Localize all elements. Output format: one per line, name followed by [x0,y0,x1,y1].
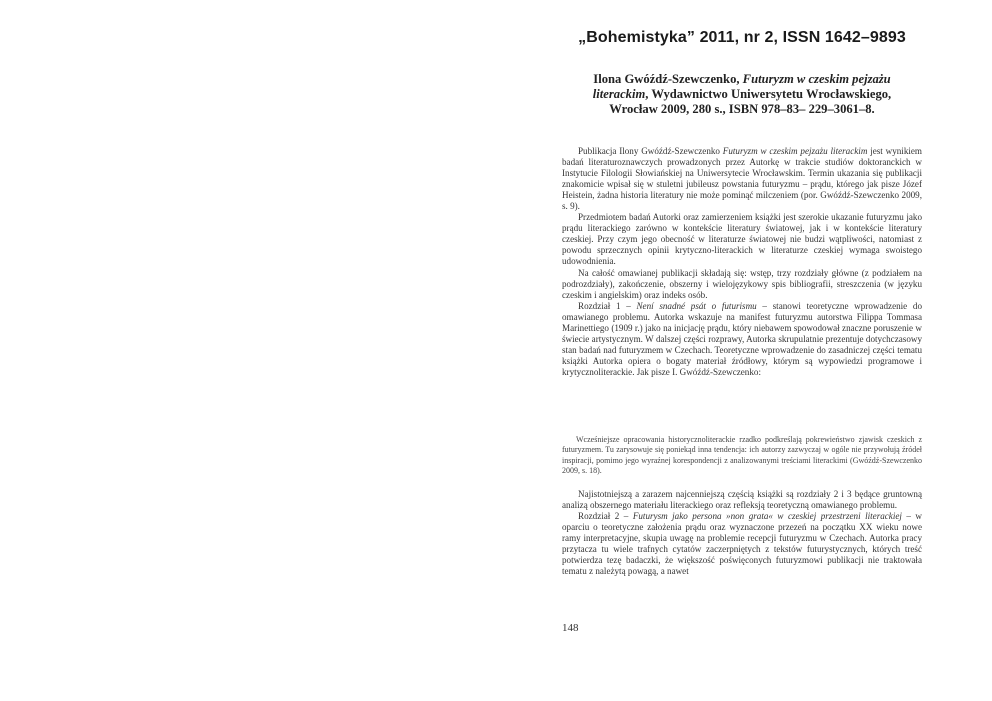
paragraph-1: Publikacja Ilony Gwóźdź-Szewczenko Futuryzm w czeskim pejzażu literackim jest wynikiem badań literaturoznawczych prowadzonych przez Autorkę w trakcie studiów doktoranckich w Instytucie Filologii Słowiańskiej na Uniwersytecie Wrocławskim. Termin ukazania się publikacji znakomicie wpisał się w stuletni jubileusz powstania futuryzmu – prądu, którego jak pisze Józef Heistein, żadna historia literatury nie może pominąć milczeniem (por. Gwóźdź-Szewczenko 2009, s. 9). [562,146,923,212]
paragraph-4: Rozdział 1 – Není snadné psát o futurismu – stanowi teoretyczne wprowadzenie do omawianego problemu. Autorka wskazuje na manifest futuryzmu autorstwa Filippa Tommasa Marinettiego (1909 r.) jako na inicjację prądu, który niebawem spowodował znaczne poruszenie w świecie artystycznym. W dalszej części rozprawy, Autorka skrupulatnie prezentuje dotychczasowy stan badań nad futuryzmem w Czechach. Teoretyczne wprowadzenie do zasadniczej części tematu książki Autorka opiera o bogaty materiał źródłowy, którym są wypowiedzi programowe i krytycznoliterackie. Jak pisze I. Gwóźdź-Szewczenko: [562,300,922,377]
reviewed-book-details: , Wydawnictwo Uniwersytetu Wrocławskiego, Wrocław 2009, 280 s., ISBN 978–83– 229–3061–8. [609,87,892,116]
paragraph-2: Przedmiotem badań Autorki oraz zamierzeniem książki jest szerokie ukazanie futuryzmu jako prądu literackiego zarówno w kontekście literatury światowej, jak i w kontekście literatury czeskiej. Przy czym jego obecność w literaturze światowej nie budzi wątpliwości, natomiast z powodu sprzecznych opinii krytyczno-literackich w literaturze czeskiej wymaga swoistego udowodnienia. [562,212,922,267]
paragraph-6: Rozdział 2 – Futurysm jako persona »non grata« w czeskiej przestrzeni literackiej – w oparciu o teoretyczne założenia prądu oraz wyznaczone przezeń na początku XX wieku nowe ramy interpretacyjne, skupia uwagę na problemie recepcji futuryzmu w Czechach. Autorka pracy przytacza tu wiele trafnych cytatów zaczerpniętych z tekstów futurystycznych, których treść potwierdza tezę badaczki, że większość poświęconych futuryzmowi publikacji nie traktowała tematu z należytą powagą, a nawet [562,511,922,577]
page-number: 148 [562,622,579,634]
body-text-upper [562,146,922,378]
reviewed-author: Ilona Gwóźdź-Szewczenko, [593,72,743,86]
body-text-lower [562,489,922,577]
reviewed-book-title: Futuryzm w czeskim pejzażu literackim [592,72,891,101]
quote-text: Wcześniejsze opracowania historycznoliterackie rzadko podkreślają pokrewieństwo zjawisk czeskich z futuryzmem. Tu zarysowuje się poniekąd inna tendencja: ich autorzy zazwyczaj w ogóle nie przywołują źródeł inspiracji, pomimo jego wyraźnej korespondencji z analizowanymi treściami literackimi (Gwóźdź-Szewczenko 2009, s. 18). [562,435,922,476]
paragraph-5: Najistotniejszą a zarazem najcenniejszą częścią książki są rozdziały 2 i 3 będące gruntowną analizą obszernego materiału literackiego oraz refleksją teoretyczną omawianego problemu. [562,489,922,511]
paragraph-3: Na całość omawianej publikacji składają się: wstęp, trzy rozdziały główne (z podziałem na podrozdziały), zakończenie, obszerny i wielojęzykowy spis bibliografii, streszczenia (w języku czeskim i angielskim) oraz indeks osób. [562,267,922,300]
block-quote [562,435,922,477]
journal-header: „Bohemistyka” 2011, nr 2, ISSN 1642–9893 [578,29,906,46]
review-heading [572,72,912,117]
